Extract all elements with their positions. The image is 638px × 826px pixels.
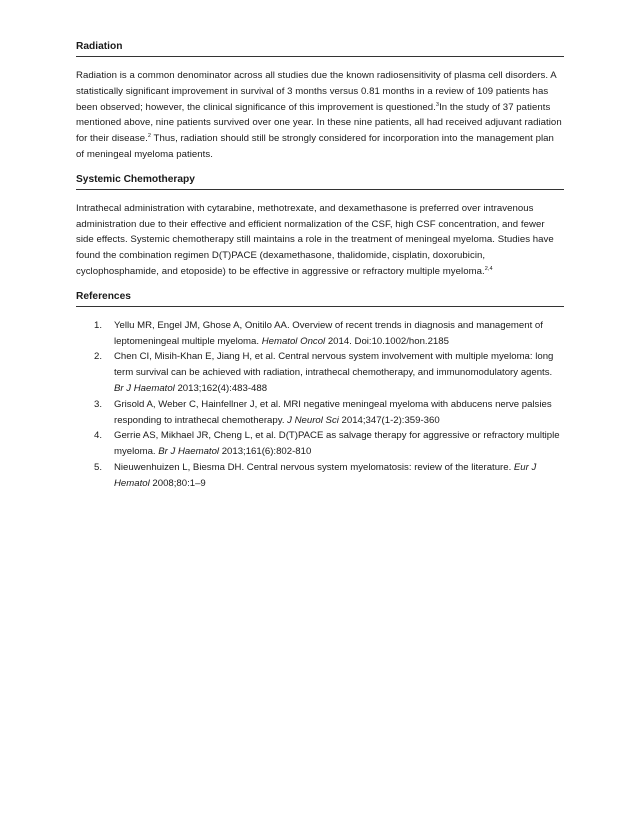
reference-item bbox=[76, 349, 564, 396]
reference-text: Nieuwenhuizen L, Biesma DH. Central nervous system myelomatosis: review of the literature. bbox=[114, 461, 514, 473]
reference-details: 2013;161(6):802-810 bbox=[219, 446, 312, 458]
references-list bbox=[76, 318, 564, 492]
reference-details: 2014;347(1-2):359-360 bbox=[338, 414, 440, 426]
document-page bbox=[76, 40, 564, 502]
reference-journal: Br J Haematol bbox=[158, 446, 220, 458]
reference-number: 5. bbox=[94, 461, 103, 473]
chemotherapy-section bbox=[76, 173, 564, 280]
chemotherapy-heading: Systemic Chemotherapy bbox=[76, 173, 564, 190]
reference-details: 2014. Doi:10.1002/hon.2185 bbox=[325, 335, 449, 347]
chemotherapy-text: Intrathecal administration with cytarabine, methotrexate, and dexamethasone is preferred over intravenous administration due to their effective and efficient normalization of the CSF, high CSF concentration, and fewer side effects. Systemic chemotherapy still maintains a role in the treatment of meningeal myeloma. Studies have found the combination regimen D(T)PACE (dexamethasone, thalidomide, cisplatin, doxorubicin, cyclophosphamide, and etoposide) to be effective in aggressive or refractory multiple myeloma. bbox=[76, 202, 554, 277]
reference-journal: Br J Haematol bbox=[114, 382, 175, 394]
reference-details: 2008;80:1–9 bbox=[149, 477, 206, 489]
reference-item bbox=[76, 397, 564, 429]
reference-number: 3. bbox=[94, 398, 103, 410]
reference-journal: Eur J Hematol bbox=[114, 461, 537, 489]
references-section bbox=[76, 290, 564, 492]
radiation-text-a: Radiation is a common denominator across all studies due the known radiosensitivity of plasma cell disorders. A statistically significant improvement in survival of 3 months versus 0.81 months in a review of 109 patients has been observed; however, the clinical significance of this improvement is questioned. bbox=[76, 70, 557, 113]
reference-journal: Hematol Oncol bbox=[261, 335, 326, 347]
reference-text: Gerrie AS, Mikhael JR, Cheng L, et al. D(T)PACE as salvage therapy for aggressive or refractory multiple myeloma. bbox=[114, 430, 560, 458]
radiation-text-c: Thus, radiation should still be strongly considered for incorporation into the management plan of meningeal myeloma patients. bbox=[76, 133, 554, 160]
citation-superscript: 3 bbox=[435, 101, 440, 108]
radiation-section bbox=[76, 40, 564, 163]
reference-text: Yellu MR, Engel JM, Ghose A, Onitilo AA. Overview of recent trends in diagnosis and management of leptomeningeal multiple myeloma. bbox=[114, 319, 543, 347]
citation-superscript: 2 bbox=[147, 133, 151, 139]
reference-text: Grisold A, Weber C, Hainfellner J, et al. MRI negative meningeal myeloma with abducens nerve palsies responding to intrathecal chemotherapy. bbox=[114, 398, 552, 426]
radiation-text-b: In the study of 37 patients mentioned above, nine patients survived over one year. In these nine patients, all had received adjuvant radiation for their disease. bbox=[76, 101, 562, 145]
reference-text: Chen CI, Misih-Khan E, Jiang H, et al. Central nervous system involvement with multiple myeloma: long term survival can be achieved with radiation, intrathecal chemotherapy, and immunomodulatory agents. bbox=[114, 351, 554, 379]
reference-item bbox=[76, 428, 564, 460]
reference-number: 4. bbox=[94, 430, 103, 442]
reference-number: 2. bbox=[94, 351, 103, 363]
chemotherapy-paragraph bbox=[76, 201, 564, 280]
reference-item bbox=[76, 460, 564, 492]
reference-number: 1. bbox=[94, 319, 103, 331]
reference-details: 2013;162(4):483-488 bbox=[174, 382, 268, 394]
reference-journal: J Neurol Sci bbox=[287, 414, 339, 426]
radiation-paragraph bbox=[76, 68, 564, 163]
radiation-heading: Radiation bbox=[76, 40, 564, 57]
references-heading: References bbox=[76, 290, 564, 307]
reference-item bbox=[76, 318, 564, 350]
citation-superscript: 2,4 bbox=[484, 265, 493, 272]
